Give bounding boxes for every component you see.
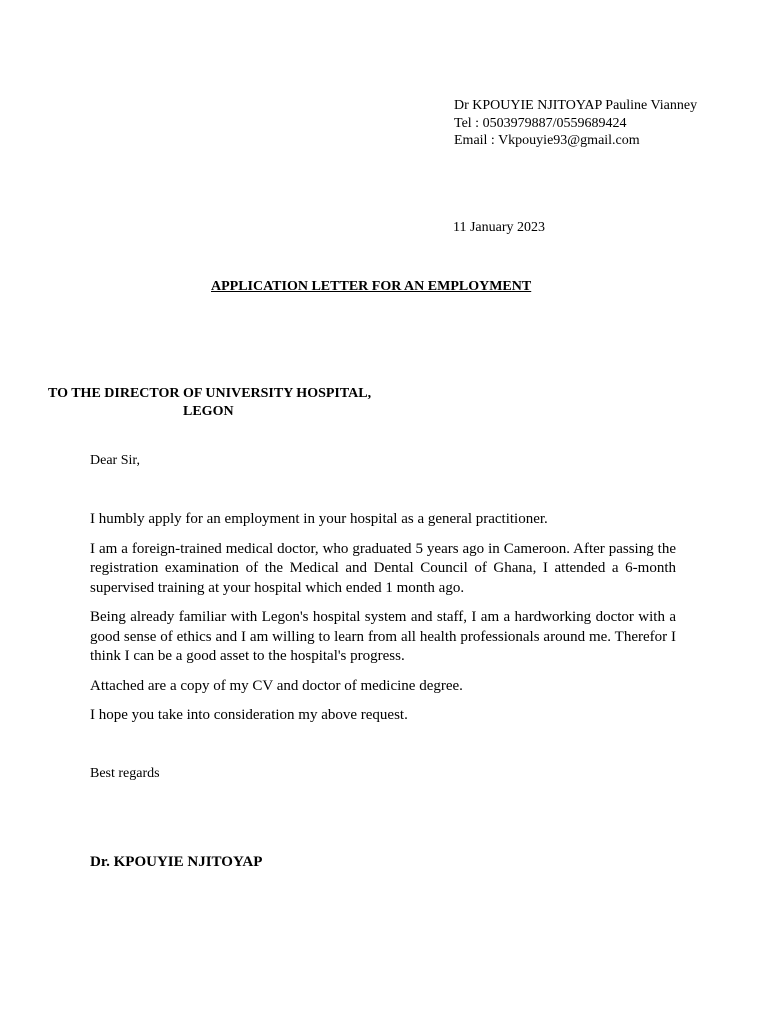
recipient-line-1: TO THE DIRECTOR OF UNIVERSITY HOSPITAL, bbox=[48, 386, 372, 401]
salutation: Dear Sir, bbox=[90, 453, 140, 468]
body-paragraph: Being already familiar with Legon's hospital system and staff, I am a hardworking doctor with a good sense of ethics and I am willing to learn from all health professionals around me. Therefor I think I can be a good asset to the hospital's progress. bbox=[90, 609, 676, 664]
recipient-block bbox=[48, 385, 371, 421]
letter-body bbox=[90, 510, 676, 736]
recipient-line-2: LEGON bbox=[183, 404, 234, 419]
body-paragraph: I hope you take into consideration my above request. bbox=[90, 707, 408, 723]
body-paragraph: I am a foreign-trained medical doctor, who graduated 5 years ago in Cameroon. After passing the registration examination of the Medical and Dental Council of Ghana, I attended a 6-month supervised training at your hospital which ended 1 month ago. bbox=[90, 540, 676, 596]
sender-phone: Tel : 0503979887/0559689424 bbox=[454, 115, 627, 131]
signature: Dr. KPOUYIE NJITOYAP bbox=[90, 854, 263, 870]
sender-email: Email : Vkpouyie93@gmail.com bbox=[454, 133, 640, 148]
body-paragraph: I humbly apply for an employment in your hospital as a general practitioner. bbox=[90, 511, 548, 527]
body-paragraph: Attached are a copy of my CV and doctor of medicine degree. bbox=[90, 677, 463, 694]
sender-name: Dr KPOUYIE NJITOYAP Pauline Vianney bbox=[454, 98, 698, 113]
letter-subject: APPLICATION LETTER FOR AN EMPLOYMENT bbox=[211, 279, 532, 294]
closing: Best regards bbox=[90, 766, 160, 781]
sender-block bbox=[454, 97, 697, 150]
letter-date: 11 January 2023 bbox=[453, 220, 546, 235]
